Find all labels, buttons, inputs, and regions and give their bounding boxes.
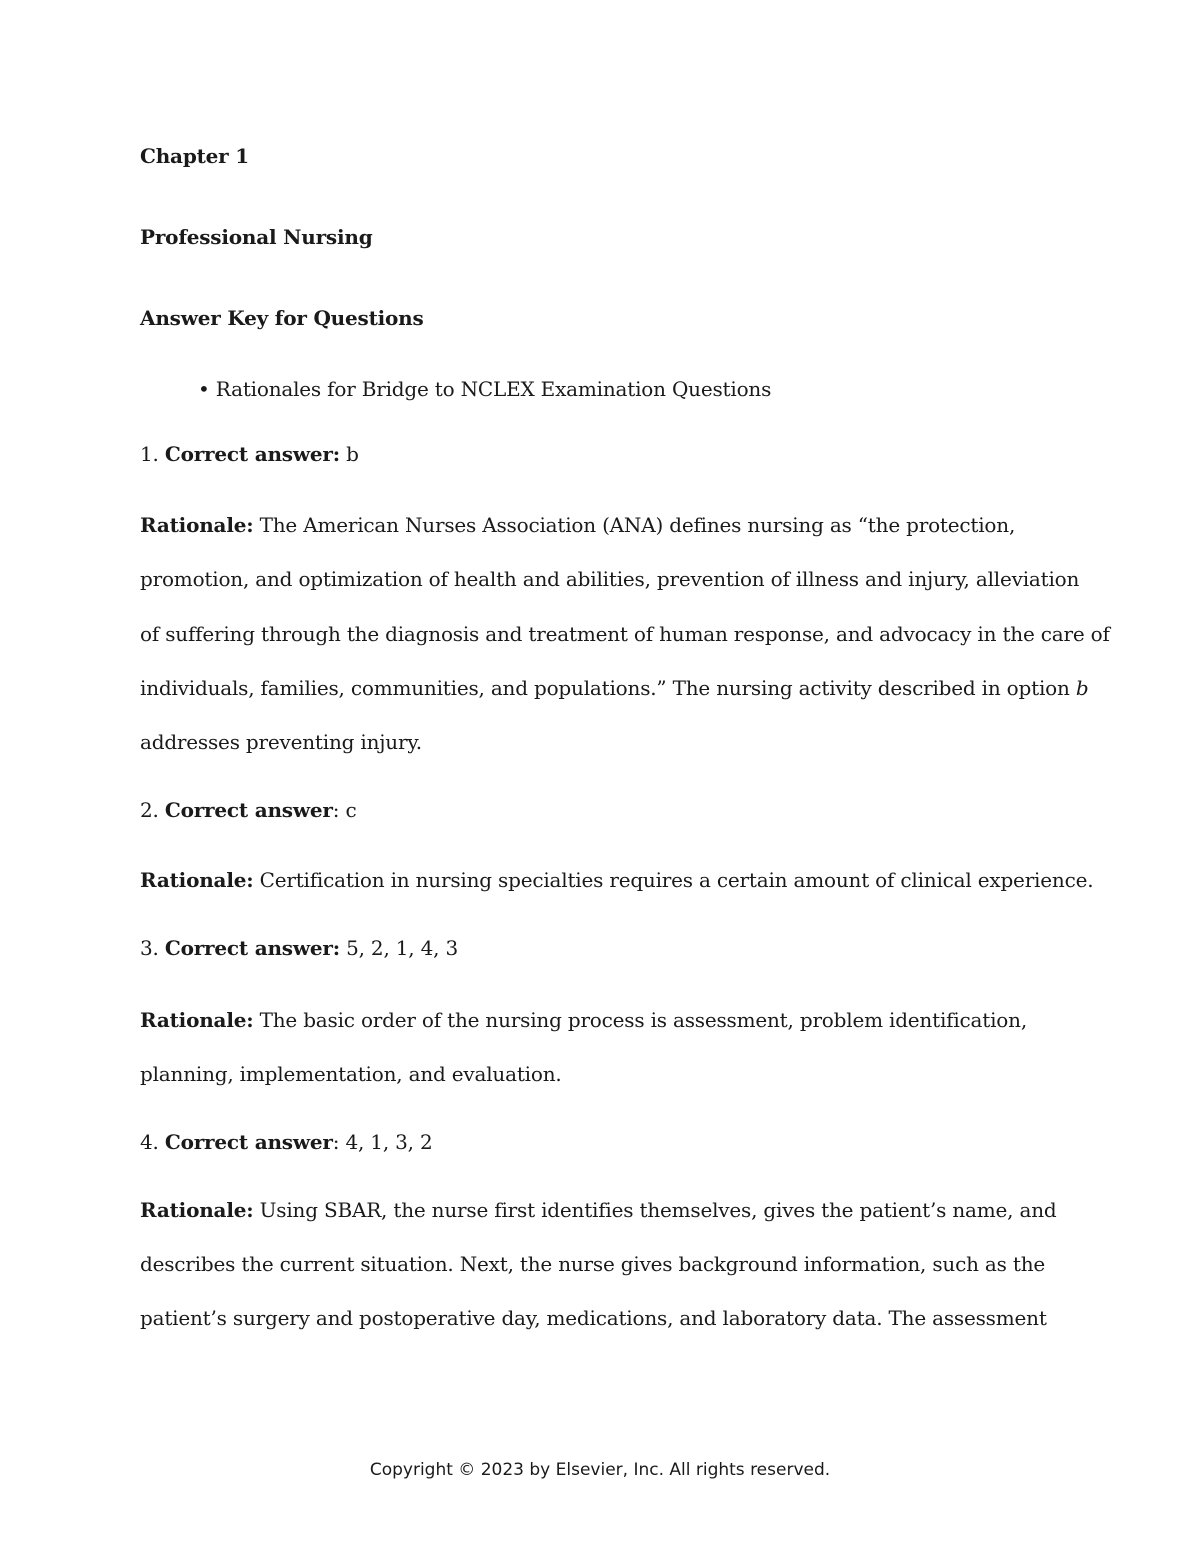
answer-separator: : (332, 1130, 340, 1154)
rationale-line (140, 676, 1088, 700)
answer-value: c (345, 798, 357, 822)
rationale-text: The American Nurses Association (ANA) defines nursing as “the protection, (259, 513, 1016, 537)
rationale-text: Using SBAR, the nurse first identifies themselves, gives the patient’s name, and (259, 1198, 1057, 1222)
bullet-item (198, 377, 771, 401)
rationale-line: patient’s surgery and postoperative day, medications, and laboratory data. The assessment (140, 1306, 1047, 1330)
answer-line-4 (140, 1130, 433, 1154)
answer-label: Correct answer (164, 1130, 333, 1154)
answer-line-3 (140, 936, 458, 960)
answer-label: Correct answer: (164, 936, 340, 960)
question-number: 4. (140, 1130, 159, 1154)
option-letter: b (1075, 676, 1089, 700)
question-number: 3. (140, 936, 159, 960)
rationale-line: planning, implementation, and evaluation. (140, 1062, 562, 1086)
rationale-text: individuals, families, communities, and populations.” The nursing activity described in option (140, 676, 1070, 700)
copyright-footer: Copyright © 2023 by Elsevier, Inc. All rights reserved. (369, 1460, 831, 1480)
bullet-symbol: • (198, 377, 210, 401)
rationale-label: Rationale: (140, 513, 254, 537)
rationale-line: of suffering through the diagnosis and treatment of human response, and advocacy in the care of (140, 622, 1110, 646)
rationale-text: Certification in nursing specialties requires a certain amount of clinical experience. (259, 868, 1094, 892)
answer-line-1 (140, 442, 359, 466)
question-number: 2. (140, 798, 159, 822)
rationale-line: describes the current situation. Next, the nurse gives background information, such as the (140, 1252, 1046, 1276)
answer-value: 5, 2, 1, 4, 3 (346, 936, 458, 960)
answer-value: 4, 1, 3, 2 (345, 1130, 433, 1154)
rationale-label: Rationale: (140, 1008, 254, 1032)
bullet-text: Rationales for Bridge to NCLEX Examination Questions (215, 377, 772, 401)
answer-value: b (346, 442, 359, 466)
answer-separator: : (332, 798, 340, 822)
rationale-line: promotion, and optimization of health and abilities, prevention of illness and injury, alleviation (140, 567, 1080, 591)
rationale-line (140, 868, 1093, 892)
rationale-label: Rationale: (140, 868, 254, 892)
section-title: Answer Key for Questions (140, 306, 424, 330)
rationale-line: addresses preventing injury. (140, 730, 422, 754)
chapter-heading: Chapter 1 (140, 144, 249, 168)
answer-label: Correct answer: (164, 442, 340, 466)
rationale-label: Rationale: (140, 1198, 254, 1222)
rationale-line (140, 1008, 1027, 1032)
question-number: 1. (140, 442, 159, 466)
rationale-text: The basic order of the nursing process is assessment, problem identification, (259, 1008, 1027, 1032)
answer-line-2 (140, 798, 356, 822)
rationale-line (140, 1198, 1057, 1222)
answer-label: Correct answer (164, 798, 333, 822)
rationale-line (140, 513, 1015, 537)
subject-heading: Professional Nursing (140, 225, 373, 249)
